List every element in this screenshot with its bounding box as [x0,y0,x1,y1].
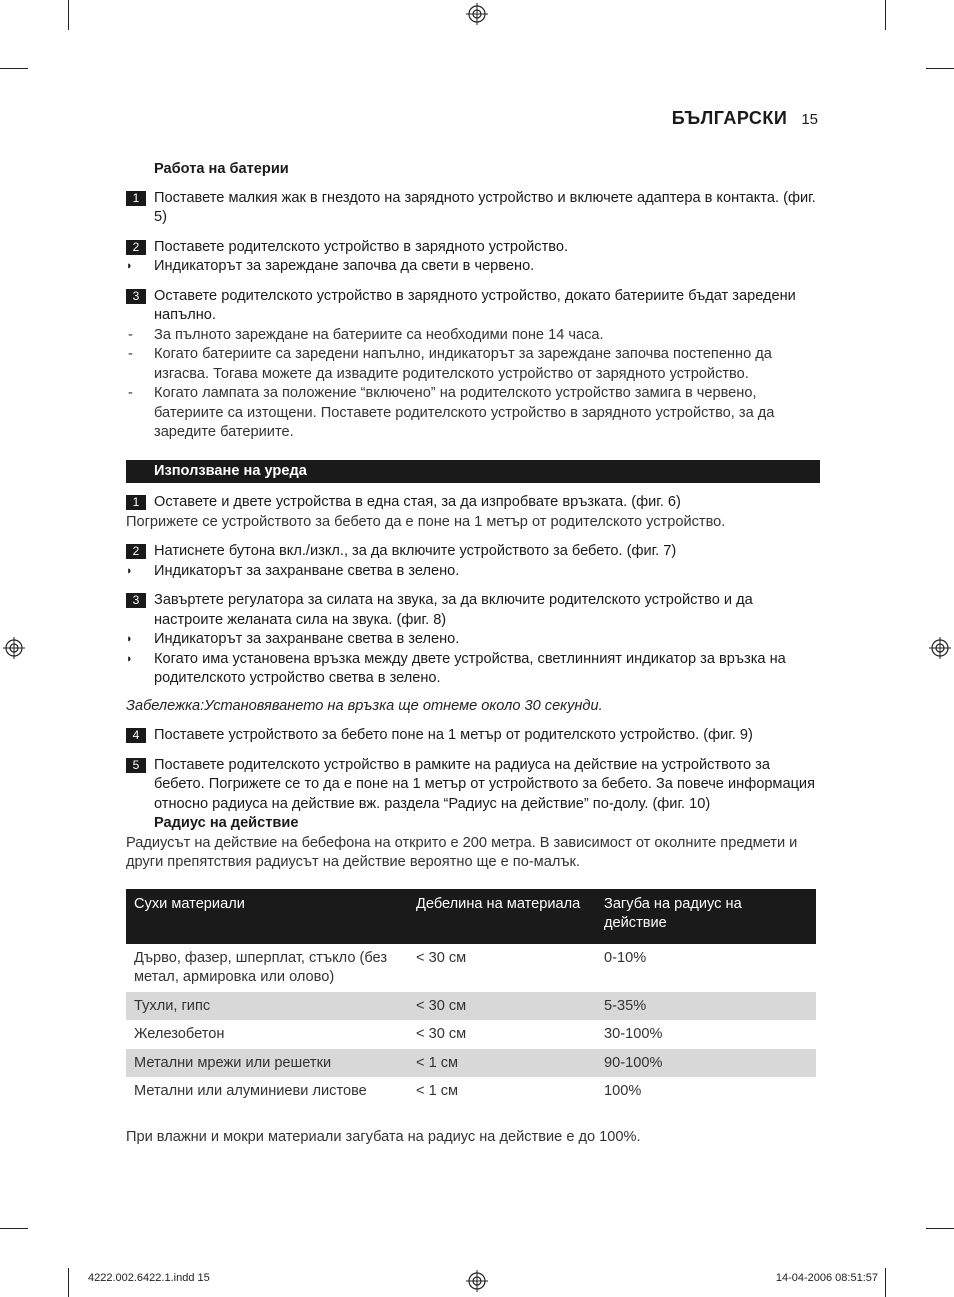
crop-mark-bottom-right-v [885,1268,886,1297]
battery-step-2 [126,238,818,258]
materials-table [126,889,816,1106]
table-row [126,1020,816,1049]
step-text: Оставете родителското устройство в зарядното устройство, докато батериите бъдат заредени напълно. [154,287,796,323]
table-row [126,1077,816,1106]
usage-step-2 [126,542,818,562]
step-number: 1 [126,191,146,206]
table-cell: Метални или алуминиеви листове [134,1083,367,1099]
table-cell: < 1 см [408,1049,596,1078]
table-cell: 5-35% [596,992,816,1021]
range-footnote: При влажни и мокри материали загубата на радиус на действие е до 100%. [126,1128,641,1145]
table-cell: < 30 см [416,949,467,966]
table-cell: 90-100% [596,1049,816,1078]
table-cell: < 1 см [416,1083,459,1099]
usage-step-1-extra: Погрижете се устройството за бебето да е поне на 1 метър от родителското устройство. [126,513,726,530]
footer-file-label: 4222.002.6422.1.indd 15 [88,1272,210,1284]
crop-mark-top-right-v [885,0,886,30]
page-header [672,108,818,129]
table-cell: Дърво, фазер, шперплат, стъкло (без метал, армировка или олово) [134,949,388,985]
step-number: 5 [126,758,146,773]
battery-step-1 [126,189,818,228]
registration-mark-icon [3,637,25,659]
usage-section-title: Използване на уреда [126,460,820,484]
table-cell: 100% [604,1083,642,1099]
crop-mark-right-bottom-h [926,1228,954,1229]
battery-note: - Когато лампата за положение “включено” на родителското устройство замига в червено, батериите са изтощени. Поставете родителското устройство в зарядното устройство, за да заредите батериите. [126,384,818,443]
page-number: 15 [801,111,818,128]
table-cell: Тухли, гипс [126,992,408,1021]
column-header: Дебелина на материала [408,889,596,944]
column-header: Сухи материали [126,889,408,944]
step-text: Поставете родителското устройство в рамките на радиуса на действие на устройството за бебето. Погрижете се то да е поне на 1 метър от устройството за бебето. За повече информация относно радиуса на действие вж. раздела “Радиус на действие” по-долу. (фиг. 10) [154,756,815,812]
crop-mark-left-bottom-h [0,1228,28,1229]
usage-step-1 [126,493,818,513]
step-text: Оставете и двете устройства в една стая, за да изпробвате връзката. (фиг. 6) [154,494,681,510]
table-row [126,992,816,1021]
usage-step-3-result: ◗ Индикаторът за захранване светва в зелено. [126,630,818,650]
table-cell: Железобетон [134,1026,225,1042]
table-cell: < 30 см [416,1026,467,1042]
footer-date-label: 14-04-2006 08:51:57 [775,1272,878,1284]
range-intro: Радиусът на действие на бебефона на открито е 200 метра. В зависимост от околните предмети и други препятствия радиусът на действие вероятно ще е по-малък. [126,834,798,870]
step-text: Натиснете бутона вкл./изкл., за да включите устройството за бебето. (фиг. 7) [154,543,677,559]
registration-mark-icon [929,637,951,659]
language-label: БЪЛГАРСКИ [671,108,788,128]
usage-step-3 [126,591,818,630]
registration-mark-icon [466,3,488,25]
table-row [126,1049,816,1078]
table-cell: 30-100% [604,1026,663,1042]
table-cell: Метални мрежи или решетки [126,1049,408,1078]
step-number: 2 [126,240,146,255]
step-number: 3 [126,593,146,608]
battery-section-title: Работа на батерии [154,161,289,177]
battery-note: - Когато батериите са заредени напълно, индикаторът за зареждане започва постепенно да изгасва. Тогава можете да извадите родителското устройство от зарядното устройство. [126,345,818,384]
step-text: Завъртете регулатора за силата на звука, за да включите родителското устройство и да настроите желаната сила на звука. (фиг. 8) [154,592,753,628]
step-number: 3 [126,289,146,304]
crop-mark-bottom-left-v [68,1268,69,1297]
table-header-row [126,889,816,944]
step-text: Поставете малкия жак в гнездото на зарядното устройство и включете адаптера в контакта. (фиг. 5) [154,189,816,225]
column-header: Загуба на радиус на действие [596,889,816,944]
crop-mark-left-top-h [0,68,28,69]
usage-step-2-result: ◗ Индикаторът за захранване светва в зелено. [126,562,818,582]
registration-mark-icon [466,1270,488,1292]
usage-note: Забележка:Установяването на връзка ще отнеме около 30 секунди. [126,697,603,714]
usage-step-3-result: ◗ Когато има установена връзка между двете устройства, светлинният индикатор за връзка на родителското устройство светва в зелено. [126,650,818,689]
step-text: Поставете устройството за бебето поне на 1 метър от родителското устройство. (фиг. 9) [154,727,753,743]
range-section-title: Радиус на действие [154,815,299,831]
battery-step-3 [126,287,818,326]
step-number: 2 [126,544,146,559]
usage-step-5 [126,756,818,815]
table-row [126,944,816,992]
step-number: 1 [126,495,146,510]
usage-step-4 [126,726,818,746]
table-cell: < 30 см [408,992,596,1021]
table-cell: 0-10% [604,949,647,966]
crop-mark-right-top-h [926,68,954,69]
crop-mark-top-left-v [68,0,69,30]
battery-step-2-result: ◗ Индикаторът за зареждане започва да свети в червено. [126,257,818,277]
step-text: Поставете родителското устройство в зарядното устройство. [154,238,569,255]
step-number: 4 [126,728,146,743]
battery-note: - За пълното зареждане на батериите са необходими поне 14 часа. [126,326,818,346]
page-content [126,160,818,1147]
